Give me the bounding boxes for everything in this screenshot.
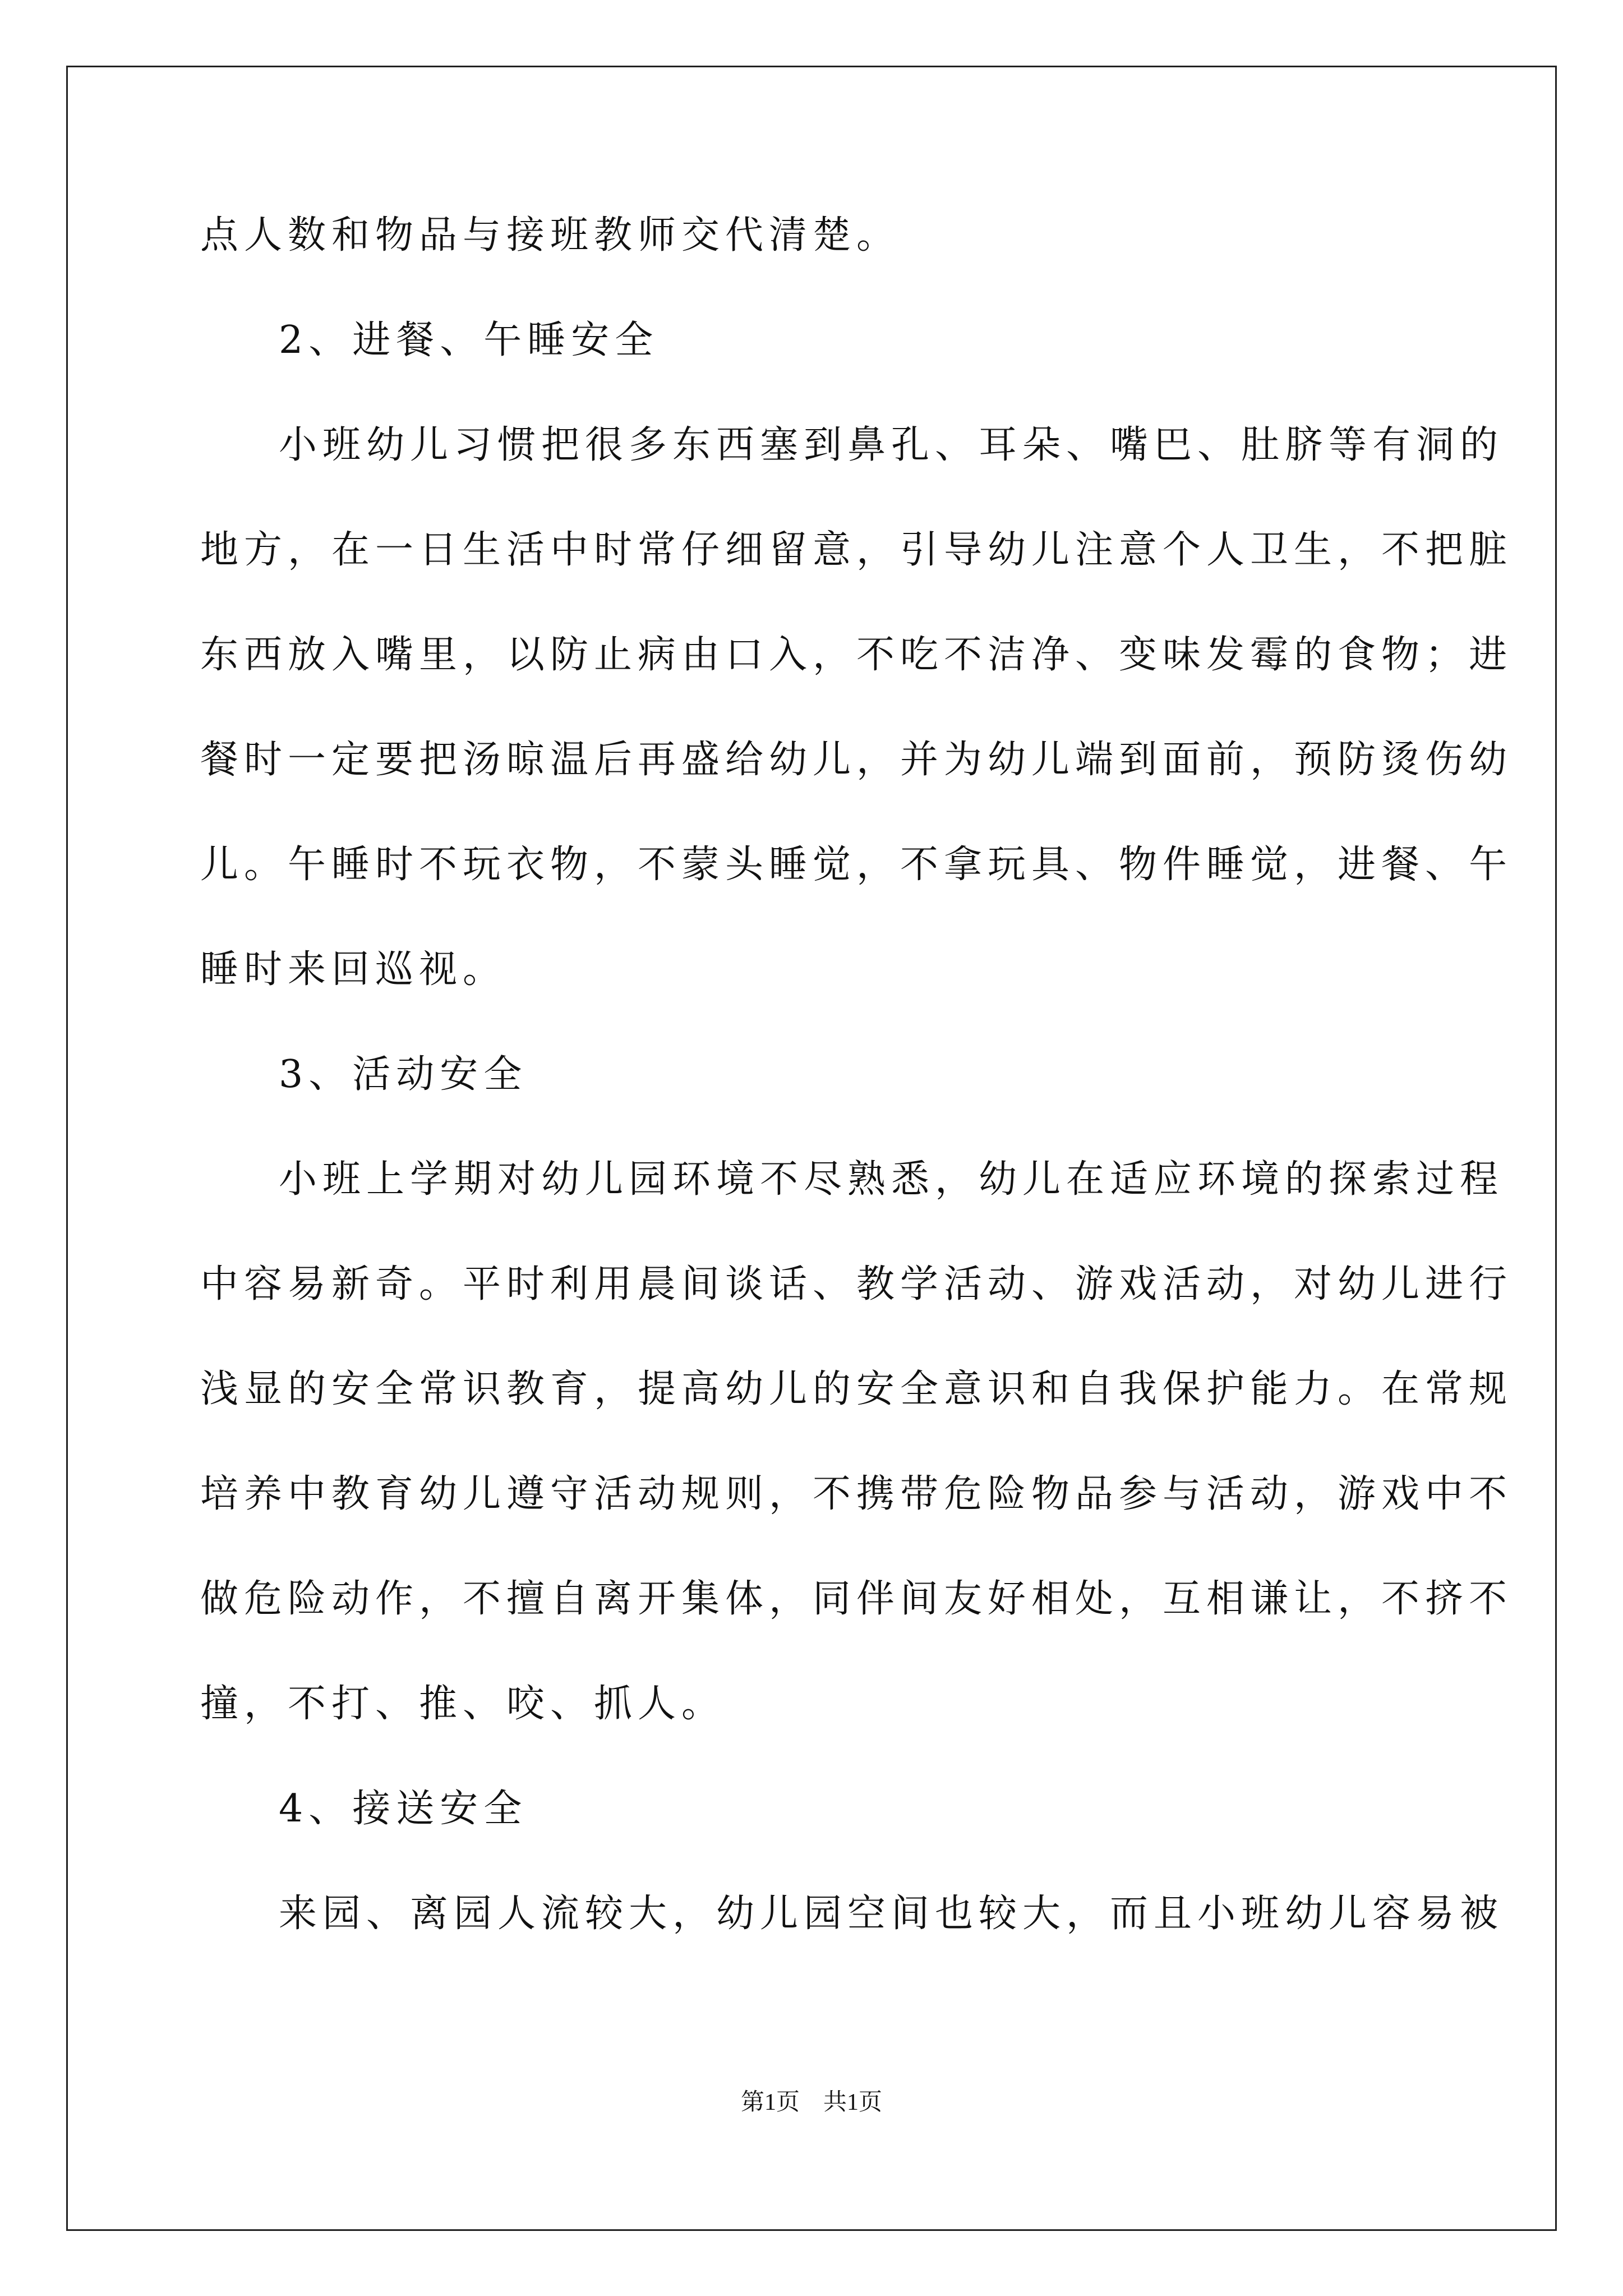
text-line: 来园、离园人流较大，幼儿园空间也较大，而且小班幼儿容易被 [279, 1892, 1504, 1936]
text-line: 小班上学期对幼儿园环境不尽熟悉，幼儿在适应环境的探索过程 [279, 1157, 1504, 1202]
text-line: 儿。午睡时不玩衣物，不蒙头睡觉，不拿玩具、物件睡觉，进餐、午 [200, 843, 1513, 887]
text-line: 培养中教育幼儿遵守活动规则，不携带危险物品参与活动，游戏中不 [200, 1472, 1513, 1516]
text-line: 点人数和物品与接班教师交代清楚。 [200, 213, 901, 257]
text-line: 地方，在一日生活中时常仔细留意，引导幼儿注意个人卫生，不把脏 [200, 528, 1513, 572]
text-line: 撞，不打、推、咬、抓人。 [200, 1682, 726, 1726]
section-heading: 2、进餐、午睡安全 [279, 318, 659, 362]
text-line: 东西放入嘴里，以防止病由口入，不吃不洁净、变味发霉的食物；进 [200, 633, 1513, 677]
text-line: 小班幼儿习惯把很多东西塞到鼻孔、耳朵、嘴巴、肚脐等有洞的 [279, 423, 1504, 467]
page-footer: 第1页 共1页 [740, 2090, 882, 2115]
text-line: 中容易新奇。平时利用晨间谈话、教学活动、游戏活动，对幼儿进行 [200, 1262, 1513, 1306]
section-heading: 3、活动安全 [279, 1052, 528, 1097]
text-line: 浅显的安全常识教育，提高幼儿的安全意识和自我保护能力。在常规 [200, 1367, 1513, 1411]
section-heading: 4、接送安全 [279, 1787, 528, 1831]
text-line: 做危险动作，不擅自离开集体，同伴间友好相处，互相谦让，不挤不 [200, 1577, 1513, 1621]
text-line: 睡时来回巡视。 [200, 947, 507, 992]
text-line: 餐时一定要把汤晾温后再盛给幼儿，并为幼儿端到面前，预防烫伤幼 [200, 738, 1513, 782]
